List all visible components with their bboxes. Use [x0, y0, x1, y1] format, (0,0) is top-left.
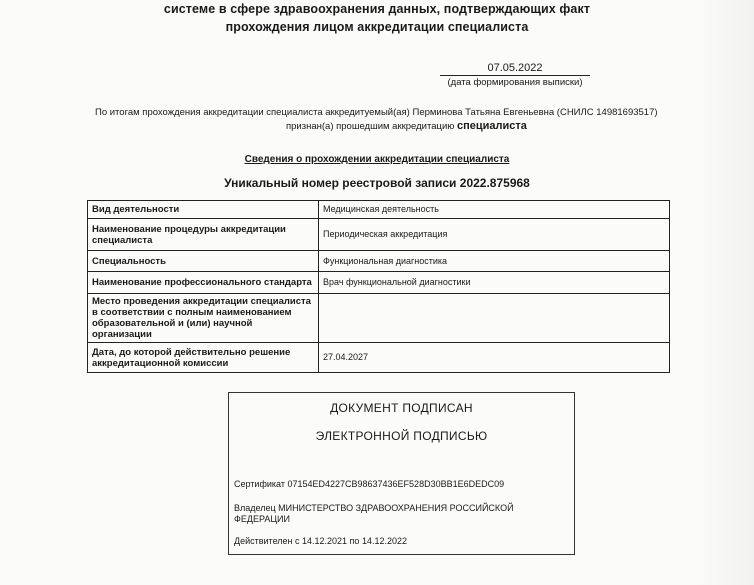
result-line-2 [286, 120, 527, 132]
table-row-value: Медицинская деятельность [319, 201, 670, 219]
result-prefix: признан(а) прошедшим аккредитацию [286, 121, 455, 132]
date-underline [440, 75, 590, 76]
accreditation-table [87, 200, 670, 373]
table-row-value: 27.04.2027 [319, 343, 670, 373]
scan-edge-shadow [694, 0, 754, 585]
table-row-key: Наименование процедуры аккредитации специалиста [88, 219, 319, 251]
signature-title-2: ЭЛЕКТРОННОЙ ПОДПИСЬЮ [315, 429, 488, 443]
statement-date-caption: (дата формирования выписки) [447, 77, 583, 88]
table-row-key: Вид деятельности [88, 201, 319, 219]
registry-number: 2022.875968 [459, 176, 530, 190]
table-row [88, 294, 670, 343]
section-title: Сведения о прохождении аккредитации специалиста [244, 154, 510, 165]
header-line-2: прохождения лицом аккредитации специалиста [225, 20, 529, 34]
statement-date-block [440, 62, 590, 88]
result-status: специалиста [457, 120, 527, 132]
signature-title-1: ДОКУМЕНТ ПОДПИСАН [330, 401, 473, 415]
table-row-value: Врач функциональной диагностики [319, 272, 670, 294]
table-row-value: Функциональная диагностика [319, 251, 670, 272]
table-row [88, 343, 670, 373]
table-row-value: Периодическая аккредитация [319, 219, 670, 251]
electronic-signature-stamp [228, 392, 575, 555]
signature-validity: Действителен с 14.12.2021 по 14.12.2022 [234, 536, 407, 546]
result-line-1: По итогам прохождения аккредитации специалиста аккредитуемый(ая) Перминова Татьяна Евгеньевна (СНИЛС 14981693517) [95, 107, 658, 118]
header-line-1: системе в сфере здравоохранения данных, подтверждающих факт [163, 2, 591, 16]
table-row [88, 272, 670, 294]
signature-certificate: Сертификат 07154ED4227CB98637436EF528D30BB1E6DEDC09 [234, 479, 505, 489]
registry-label: Уникальный номер реестровой записи [224, 176, 457, 190]
table-row-key: Место проведения аккредитации специалиста в соответствии с полным наименованием образовательной и (или) научной организации [88, 294, 319, 343]
registry-record [0, 176, 754, 190]
signature-owner-line-1: Владелец МИНИСТЕРСТВО ЗДРАВООХРАНЕНИЯ РОССИЙСКОЙ [234, 503, 514, 513]
table-row-key: Специальность [88, 251, 319, 272]
table-row-value [319, 294, 670, 343]
table-row-key: Дата, до которой действительно решение аккредитационной комиссии [88, 343, 319, 373]
table-row [88, 251, 670, 272]
statement-date: 07.05.2022 [487, 62, 543, 74]
table-row [88, 219, 670, 251]
table-row [88, 201, 670, 219]
signature-owner-line-2: ФЕДЕРАЦИИ [234, 514, 290, 524]
table-row-key: Наименование профессионального стандарта [88, 272, 319, 294]
